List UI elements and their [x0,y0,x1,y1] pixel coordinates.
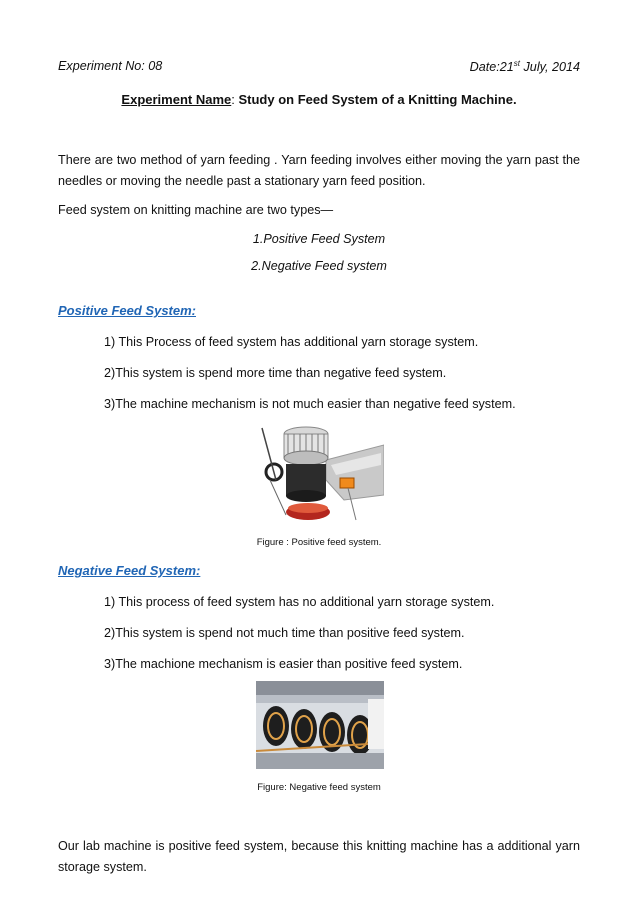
conclusion-paragraph: Our lab machine is positive feed system, because this knitting machine has a additional yarn storage system. [58,839,580,874]
experiment-date [470,59,580,74]
positive-item-1: 1) This Process of feed system has additional yarn storage system. [104,335,479,349]
date-superscript: st [513,59,521,68]
experiment-number: Experiment No: 08 [58,59,163,73]
type-positive: 1.Positive Feed System [252,232,386,246]
date-prefix: Date:21 [469,60,514,75]
positive-item-3: 3)The machine mechanism is not much easier than negative feed system. [104,397,516,411]
title-label: Experiment Name [121,92,232,107]
negative-feed-image [256,681,384,769]
negative-item-3: 3)The machione mechanism is easier than positive feed system. [104,657,463,671]
intro-paragraph: There are two method of yarn feeding . Yarn feeding involves either moving the yarn past the needles or moving the needle past a stationary yarn feed position. [58,153,580,188]
negative-heading: Negative Feed System: [58,563,201,578]
title-text: Study on Feed System of a Knitting Machine. [238,92,517,107]
page-title [0,92,638,107]
positive-feed-image [256,420,384,526]
types-line: Feed system on knitting machine are two types— [58,203,334,217]
positive-item-2: 2)This system is spend more time than negative feed system. [104,366,447,380]
title-separator: : [231,92,239,107]
date-suffix: July, 2014 [520,60,580,75]
negative-item-2: 2)This system is spend not much time than positive feed system. [104,626,465,640]
positive-heading: Positive Feed System: [58,303,196,318]
negative-item-1: 1) This process of feed system has no additional yarn storage system. [104,595,495,609]
type-negative: 2.Negative Feed system [251,259,387,273]
positive-figure-caption: Figure : Positive feed system. [256,537,382,548]
negative-figure-caption: Figure: Negative feed system [257,782,381,793]
